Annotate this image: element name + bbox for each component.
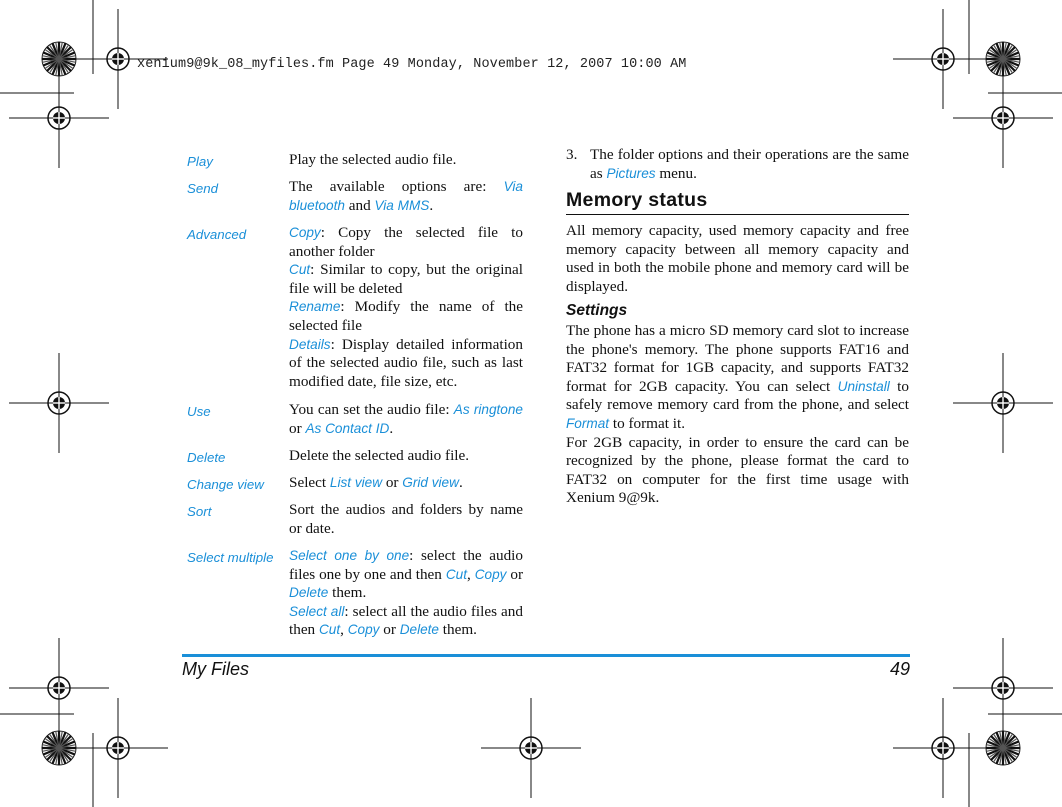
highlighted-term: Format — [566, 415, 610, 431]
text-run: . — [389, 419, 394, 437]
text-run: them. — [438, 621, 477, 639]
option-desc-advanced — [289, 224, 523, 391]
step-text — [590, 146, 909, 183]
highlighted-term: Via bluetooth — [289, 179, 523, 213]
settings-paragraph-2: For 2GB capacity, in order to ensure the card can be recognized by the phone, please format the card to FAT32 on computer for the first time usage with Xenium 9@9k. — [566, 433, 909, 507]
memory-status-heading: Memory status — [566, 189, 909, 215]
option-desc-use — [289, 401, 523, 438]
memory-status-text — [566, 222, 909, 296]
footer-title: My Files — [182, 659, 249, 679]
option-description-line — [289, 224, 523, 261]
text-run: Sort the audios and folders by name or date. — [289, 501, 523, 537]
highlighted-term: As ringtone — [453, 402, 523, 417]
page-number: 49 — [889, 659, 910, 679]
text-run: them. — [328, 584, 367, 602]
highlighted-term: Uninstall — [837, 378, 890, 394]
option-term-advanced: Advanced — [187, 227, 247, 242]
option-description-line — [289, 474, 523, 493]
highlighted-term: Copy — [474, 566, 507, 582]
option-description-line — [289, 401, 523, 438]
text-run: or — [506, 565, 523, 583]
text-run: : Copy the selected file to another folder — [289, 224, 523, 260]
text-run: . — [429, 196, 434, 214]
option-term-play: Play — [187, 154, 213, 169]
text-run: The phone has a micro SD memory card slot to increase the phone's memory. The phone supports FAT16 and FAT32 format for 1GB capacity, and supports FAT32 format for 2GB capacity. You can select — [566, 322, 909, 395]
settings-text — [566, 322, 909, 508]
highlighted-term: Copy — [347, 622, 380, 638]
option-description-line — [289, 261, 523, 298]
settings-heading: Settings — [566, 302, 628, 319]
text-run: , — [466, 565, 475, 583]
option-desc-play — [289, 151, 523, 170]
footer-rule — [182, 654, 910, 657]
text-run: The folder options and their operations are the same as — [590, 146, 909, 182]
text-run: : Similar to copy, but the original file will be deleted — [289, 261, 523, 297]
text-run: or — [382, 474, 403, 491]
option-desc-delete — [289, 447, 523, 466]
option-term-select-multiple: Select multiple — [187, 550, 274, 565]
highlighted-term: Cut — [318, 622, 341, 638]
highlighted-term: List view — [329, 475, 383, 490]
option-term-use: Use — [187, 404, 211, 419]
step-number: 3. — [566, 146, 578, 163]
text-run: Delete the selected audio file. — [289, 447, 470, 464]
text-run: : select all the audio files and then — [289, 602, 523, 639]
highlighted-term: Pictures — [606, 165, 656, 181]
text-run: to safely remove memory card from the phone, and select — [566, 377, 909, 414]
highlighted-term: Delete — [289, 585, 329, 601]
option-term-send: Send — [187, 181, 219, 196]
option-term-change-view: Change view — [187, 477, 264, 492]
option-term-delete: Delete — [187, 450, 226, 465]
text-run: . — [458, 474, 463, 491]
settings-paragraph-1 — [566, 322, 909, 434]
text-run: or — [289, 419, 306, 437]
highlighted-term: Grid view — [402, 475, 459, 490]
highlighted-term: Select one by one — [289, 548, 410, 563]
folder-options-step — [566, 146, 909, 183]
option-description-line — [289, 178, 523, 215]
highlighted-term: As Contact ID — [305, 420, 390, 436]
memory-status-paragraph: All memory capacity, used memory capacity and free memory capacity between all memory capacity and used in both the mobile phone and memory card will be displayed. — [566, 222, 909, 295]
highlighted-term: Delete — [399, 622, 439, 638]
text-run: You can set the audio file: — [289, 401, 454, 418]
option-description-line — [289, 547, 523, 603]
option-description-line — [289, 298, 523, 335]
text-run: or — [379, 621, 400, 639]
text-run: menu. — [655, 164, 697, 182]
text-run: Play the selected audio file. — [289, 151, 457, 168]
text-run: : Modify the name of the selected file — [289, 298, 523, 334]
option-description-line — [289, 336, 523, 392]
text-run: to format it. — [609, 414, 685, 432]
highlighted-term: Select all — [289, 603, 345, 619]
option-desc-send — [289, 178, 523, 215]
highlighted-term: Copy — [289, 225, 321, 240]
text-run: : select the audio files one by one and then — [289, 547, 523, 583]
text-run: , — [340, 621, 348, 639]
text-run: Select — [289, 474, 330, 491]
text-run: : Display detailed information of the selected audio file, such as last modified date, file size, etc. — [289, 335, 523, 390]
text-run: The available options are: — [289, 178, 504, 195]
option-desc-select-multiple — [289, 547, 523, 640]
option-description-line — [289, 603, 523, 640]
option-term-sort: Sort — [187, 504, 212, 519]
print-header: xenium9@9k_08_myfiles.fm Page 49 Monday, November 12, 2007 10:00 AM — [137, 57, 687, 72]
highlighted-term: Rename — [289, 299, 341, 315]
highlighted-term: Details — [289, 336, 331, 352]
option-desc-sort — [289, 501, 523, 538]
highlighted-term: Cut — [289, 262, 311, 278]
option-description-line — [289, 501, 523, 538]
option-description-line — [289, 447, 523, 466]
highlighted-term: Cut — [445, 566, 467, 582]
option-desc-change-view — [289, 474, 523, 493]
option-description-line — [289, 151, 523, 170]
highlighted-term: Via MMS — [374, 197, 430, 213]
text-run: and — [344, 196, 375, 214]
